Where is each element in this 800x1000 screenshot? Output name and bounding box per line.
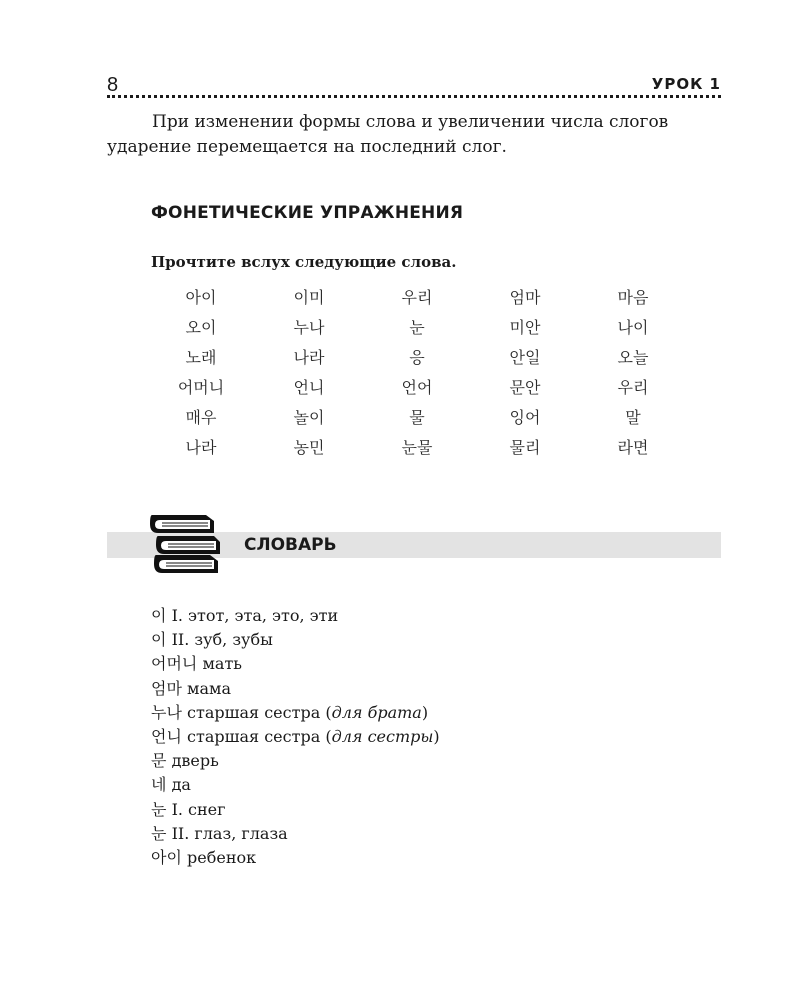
word-grid-cell: 나라 <box>185 437 217 457</box>
vocabulary-korean-word: 아이 <box>151 847 182 867</box>
word-grid-cell: 눈물 <box>401 437 433 457</box>
vocabulary-meaning: мать <box>202 654 243 674</box>
vocabulary-korean-word: 네 <box>151 775 167 795</box>
vocabulary-meaning: I. этот, эта, это, эти <box>171 606 339 625</box>
phonetics-instruction: Прочтите вслух следующие слова. <box>151 253 457 271</box>
vocabulary-korean-word: 이 <box>151 606 167 625</box>
word-grid-cell: 농민 <box>293 437 325 457</box>
vocabulary-usage-note: для брата <box>331 702 422 722</box>
word-grid-row <box>147 401 687 431</box>
vocabulary-entry <box>151 701 440 725</box>
vocabulary-entry <box>151 846 440 870</box>
vocabulary-korean-word: 이 <box>151 630 167 650</box>
dictionary-title: СЛОВАРЬ <box>244 535 337 555</box>
vocabulary-usage-note: для сестры <box>331 726 434 746</box>
vocabulary-korean-word: 눈 <box>151 799 167 819</box>
word-grid-cell: 문안 <box>509 377 541 397</box>
vocabulary-entry <box>151 773 440 797</box>
header-dotted-rule <box>107 95 721 98</box>
word-grid-cell: 미안 <box>509 317 541 337</box>
vocabulary-korean-word: 누나 <box>151 702 182 722</box>
vocabulary-meaning: старшая сестра ( <box>187 726 332 746</box>
word-grid-cell: 응 <box>409 347 425 367</box>
vocabulary-entry <box>151 604 440 628</box>
word-grid-cell: 엄마 <box>509 287 541 307</box>
vocabulary-korean-word: 어머니 <box>151 654 198 674</box>
word-grid-row <box>147 341 687 371</box>
vocabulary-korean-word: 문 <box>151 751 167 771</box>
word-grid-row <box>147 311 687 341</box>
word-grid-cell: 오이 <box>185 317 217 337</box>
word-grid-cell: 노래 <box>185 347 217 367</box>
phonetics-word-grid <box>147 281 687 461</box>
vocabulary-meaning: дверь <box>171 751 219 771</box>
vocabulary-closing-paren: ) <box>433 726 440 746</box>
vocabulary-list <box>151 604 440 870</box>
word-grid-cell: 물 <box>409 407 425 427</box>
vocabulary-entry <box>151 652 440 676</box>
vocabulary-entry <box>151 628 440 652</box>
word-grid-cell: 우리 <box>617 377 649 397</box>
word-grid-cell: 나이 <box>617 317 649 337</box>
word-grid-cell: 마음 <box>617 287 649 307</box>
phonetics-section-title: ФОНЕТИЧЕСКИЕ УПРАЖНЕНИЯ <box>151 203 464 223</box>
word-grid-row <box>147 371 687 401</box>
vocabulary-entry <box>151 725 440 749</box>
word-grid-cell: 이미 <box>293 287 325 307</box>
vocabulary-closing-paren: ) <box>421 702 429 722</box>
vocabulary-meaning: ребенок <box>187 847 257 867</box>
page-number: 8 <box>107 74 119 96</box>
intro-paragraph: При изменении формы слова и увеличении числа слогов ударение перемещается на последний слог. <box>107 112 669 157</box>
vocabulary-entry <box>151 749 440 773</box>
word-grid-row <box>147 431 687 461</box>
word-grid-cell: 안일 <box>509 347 541 367</box>
word-grid-cell: 눈 <box>409 317 425 337</box>
word-grid-cell: 어머니 <box>177 377 225 397</box>
word-grid-cell: 오늘 <box>617 347 649 367</box>
word-grid-cell: 나라 <box>293 347 325 367</box>
books-icon <box>146 511 226 575</box>
word-grid-cell: 라면 <box>617 437 649 457</box>
vocabulary-korean-word: 언니 <box>151 726 182 746</box>
vocabulary-meaning: II. глаз, глаза <box>171 823 288 843</box>
vocabulary-entry <box>151 798 440 822</box>
vocabulary-entry <box>151 677 440 701</box>
word-grid-cell: 언어 <box>401 377 433 397</box>
vocabulary-meaning: I. снег <box>171 799 226 819</box>
word-grid-cell: 잉어 <box>509 407 541 427</box>
vocabulary-korean-word: 엄마 <box>151 678 182 698</box>
word-grid-cell: 놀이 <box>293 407 325 427</box>
word-grid-cell: 우리 <box>401 287 433 307</box>
word-grid-cell: 언니 <box>293 377 325 397</box>
vocabulary-meaning: II. зуб, зубы <box>171 630 273 650</box>
word-grid-cell: 누나 <box>293 317 325 337</box>
vocabulary-meaning: да <box>171 775 191 795</box>
vocabulary-entry <box>151 822 440 846</box>
running-title: УРОК 1 <box>651 75 721 93</box>
word-grid-cell: 아이 <box>185 287 217 307</box>
word-grid-cell: 말 <box>625 407 641 427</box>
vocabulary-meaning: старшая сестра ( <box>187 702 332 722</box>
word-grid-row <box>147 281 687 311</box>
word-grid-cell: 물리 <box>509 437 541 457</box>
word-grid-cell: 매우 <box>185 407 217 427</box>
vocabulary-meaning: мама <box>187 678 231 698</box>
vocabulary-korean-word: 눈 <box>151 823 167 843</box>
